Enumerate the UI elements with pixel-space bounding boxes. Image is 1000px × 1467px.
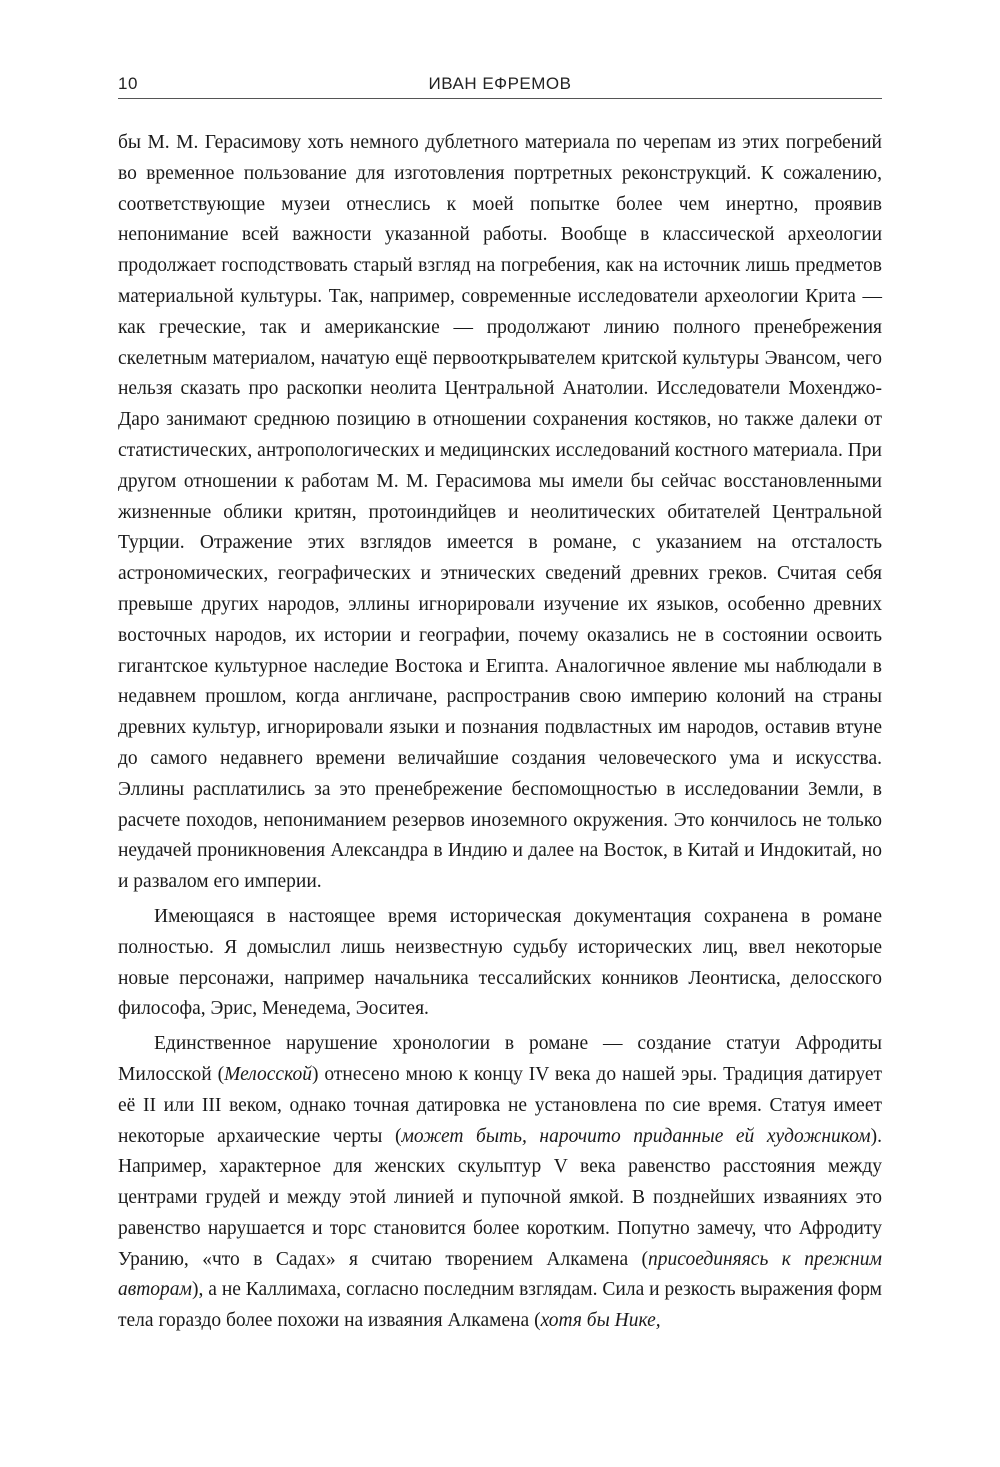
paragraph-text: ) отнесено мною к концу IV века до нашей эры. Традиция датирует её II или III веком, однако точная датировка не установлена по сие время. Статуя имеет некоторые архаические черты ( xyxy=(118,1063,882,1147)
paragraph-text: Единственное нарушение хронологии в романе — создание статуи Афродиты Милосской ( xyxy=(118,1033,882,1085)
page-header xyxy=(118,70,882,99)
paragraph-text: ). Например, характерное для женских скульптур V века равенство расстояния между центрами грудей и между этой линией и пупочной ямкой. В позднейших изваяниях это равенство нарушается и торс становится более коротким. Попутно замечу, что Афродиту Уранию, «что в Садах» я считаю творением Алкамена ( xyxy=(118,1125,882,1270)
italic-text: хотя бы Нике, xyxy=(540,1310,661,1332)
paragraph xyxy=(118,902,882,1025)
italic-text: Мелосской xyxy=(224,1063,312,1085)
running-title: ИВАН ЕФРЕМОВ xyxy=(428,74,572,93)
italic-text: может быть, нарочито приданные ей художником xyxy=(401,1125,871,1147)
main-text xyxy=(118,128,882,1337)
paragraph-text: ), а не Каллимаха, согласно последним взглядам. Сила и резкость выражения форм тела гораздо более похожи на изваяния Алкамена ( xyxy=(118,1279,882,1332)
paragraph xyxy=(118,1029,882,1337)
page-number: 10 xyxy=(118,74,138,93)
paragraph-text: бы М. М. Герасимову хоть немного дублетного материала по черепам из этих погребений во временное пользование для изготовления портретных реконструкций. К сожалению, соответствующие музеи отнеслись к моей попытке более чем инертно, проявив непонимание всей важности указанной работы. Вообще в классической археологии продолжает господствовать старый взгляд на погребения, как на источник лишь предметов материальной культуры. Так, например, современные исследователи археологии Крита — как греческие, так и американские — продолжают линию полного пренебрежения скелетным материалом, начатую ещё первооткрывателем критской культуры Эвансом, чего нельзя сказать про раскопки неолита Центральной Анатолии. Исследователи Мохенджо-Даро занимают среднюю позицию в отношении сохранения костяков, но также далеки от статистических, антропологических и медицинских исследований костного материала. При другом отношении к работам М. М. Герасимова мы имели бы сейчас восстановленными жизненные облики критян, протоиндийцев и неолитических обитателей Центральной Турции. Отражение этих взглядов имеется в романе, с указанием на отсталость астрономических, географических и этнических сведений древних греков. Считая себя превыше других народов, эллины игнорировали изучение их языков, особенно древних восточных народов, их истории и географии, почему оказались не в состоянии освоить гигантское культурное наследие Востока и Египта. Аналогичное явление мы наблюдали в недавнем прошлом, когда англичане, распространив свою империю колоний на страны древних культур, игнорировали языки и познания подвластных им народов, оставив втуне до самого недавнего времени величайшие создания человеческого ума и искусства. Эллины расплатились за это пренебрежение беспомощностью в исследовании Земли, в расчете походов, непониманием резервов иноземного окружения. Это кончилось не только неудачей проникновения Александра в Индию и далее на Восток, в Китай и Индокитай, но и развалом его империи. xyxy=(118,132,882,893)
paragraph-text: Имеющаяся в настоящее время историческая документация сохранена в романе полностью. Я домыслил лишь неизвестную судьбу исторических лиц, ввел некоторые новые персонажи, например начальника тессалийских конников Леонтиска, делосского философа, Эрис, Менедема, Эоситея. xyxy=(118,905,882,1020)
paragraph xyxy=(118,128,882,898)
italic-text: присоединяясь к прежним авторам xyxy=(118,1248,882,1301)
